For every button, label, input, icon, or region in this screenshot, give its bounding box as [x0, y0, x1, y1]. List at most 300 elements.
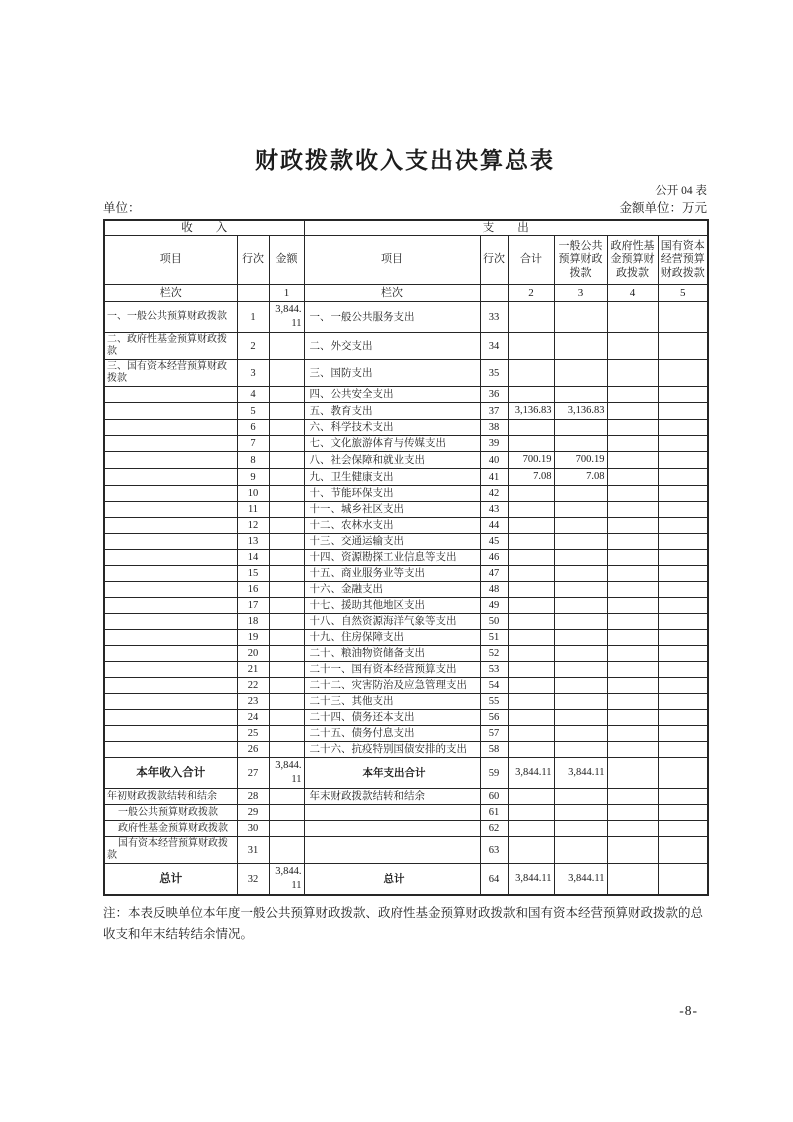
- expense-total-cell: [508, 614, 554, 630]
- gov-fund-budget-cell: [607, 662, 658, 678]
- gov-fund-budget-cell: [607, 614, 658, 630]
- table-row: [104, 805, 708, 821]
- gov-fund-budget-cell: [607, 436, 658, 452]
- state-capital-budget-cell: [658, 333, 708, 360]
- table-row: [104, 646, 708, 662]
- income-item-cell: [104, 502, 237, 518]
- col-number-2: 2: [508, 285, 554, 302]
- state-capital-budget-cell: [658, 387, 708, 403]
- expense-item-cell: 本年支出合计: [304, 758, 480, 789]
- state-capital-budget-cell: [658, 837, 708, 864]
- general-public-budget-cell: [554, 789, 607, 805]
- general-public-budget-cell: 3,844.11: [554, 758, 607, 789]
- expense-total-cell: [508, 333, 554, 360]
- income-line-number-cell: 24: [237, 710, 269, 726]
- income-item-cell: [104, 582, 237, 598]
- income-item-cell: [104, 662, 237, 678]
- gov-fund-budget-cell: [607, 302, 658, 333]
- col-number-1: 1: [269, 285, 304, 302]
- state-capital-budget-cell: [658, 646, 708, 662]
- income-amount-cell: [269, 360, 304, 387]
- income-line-number-cell: 26: [237, 742, 269, 758]
- general-public-budget-cell: [554, 502, 607, 518]
- table-row: [104, 789, 708, 805]
- income-line-number-cell: 2: [237, 333, 269, 360]
- page-number: -8-: [679, 1003, 698, 1018]
- col-header-expense-item: 项目: [304, 236, 480, 285]
- state-capital-budget-cell: [658, 436, 708, 452]
- expense-item-cell: 九、卫生健康支出: [304, 469, 480, 486]
- table-row: [104, 758, 708, 789]
- general-public-budget-cell: [554, 837, 607, 864]
- table-row: [104, 821, 708, 837]
- fiscal-appropriation-table: [103, 219, 709, 896]
- table-row: [104, 566, 708, 582]
- general-public-budget-cell: [554, 436, 607, 452]
- expense-total-cell: [508, 789, 554, 805]
- expense-total-cell: [508, 387, 554, 403]
- table-row: [104, 710, 708, 726]
- gov-fund-budget-cell: [607, 678, 658, 694]
- expense-line-number-cell: 41: [480, 469, 508, 486]
- expense-line-number-cell: 43: [480, 502, 508, 518]
- table-row: [104, 360, 708, 387]
- expense-total-cell: [508, 662, 554, 678]
- income-amount-cell: 3,844.11: [269, 864, 304, 896]
- gov-fund-budget-cell: [607, 789, 658, 805]
- state-capital-budget-cell: [658, 726, 708, 742]
- income-line-number-cell: 12: [237, 518, 269, 534]
- expense-line-number-cell: 64: [480, 864, 508, 896]
- expense-line-number-cell: 58: [480, 742, 508, 758]
- col-header-income-amount: 金额: [269, 236, 304, 285]
- table-row: [104, 486, 708, 502]
- table-row: [104, 469, 708, 486]
- expense-item-cell: 十五、商业服务业等支出: [304, 566, 480, 582]
- table-row: [104, 614, 708, 630]
- income-line-number-cell: 10: [237, 486, 269, 502]
- section-header-row: [104, 220, 708, 236]
- gov-fund-budget-cell: [607, 502, 658, 518]
- income-line-number-cell: 15: [237, 566, 269, 582]
- expense-total-cell: [508, 436, 554, 452]
- expense-item-cell: 总计: [304, 864, 480, 896]
- table-row: [104, 452, 708, 469]
- expense-item-cell: 十七、援助其他地区支出: [304, 598, 480, 614]
- gov-fund-budget-cell: [607, 646, 658, 662]
- state-capital-budget-cell: [658, 694, 708, 710]
- income-item-cell: [104, 534, 237, 550]
- amount-unit-label: 金额单位：万元: [619, 201, 707, 215]
- expense-total-cell: [508, 360, 554, 387]
- table-row: [104, 630, 708, 646]
- expense-total-cell: [508, 598, 554, 614]
- gov-fund-budget-cell: [607, 452, 658, 469]
- table-row: [104, 387, 708, 403]
- table-code: 公开 04 表: [655, 185, 707, 197]
- income-item-cell: [104, 550, 237, 566]
- general-public-budget-cell: [554, 805, 607, 821]
- state-capital-budget-cell: [658, 758, 708, 789]
- income-line-number-cell: 29: [237, 805, 269, 821]
- gov-fund-budget-cell: [607, 758, 658, 789]
- general-public-budget-cell: [554, 486, 607, 502]
- income-item-cell: [104, 403, 237, 420]
- table-row: [104, 662, 708, 678]
- income-line-number-cell: 16: [237, 582, 269, 598]
- gov-fund-budget-cell: [607, 387, 658, 403]
- gov-fund-budget-cell: [607, 534, 658, 550]
- expense-line-number-cell: 46: [480, 550, 508, 566]
- table-row: [104, 302, 708, 333]
- expense-line-number-cell: 44: [480, 518, 508, 534]
- gov-fund-budget-cell: [607, 566, 658, 582]
- lanci-label: 栏次: [304, 285, 480, 302]
- state-capital-budget-cell: [658, 302, 708, 333]
- expense-total-cell: [508, 726, 554, 742]
- expense-total-cell: [508, 302, 554, 333]
- expense-total-cell: [508, 486, 554, 502]
- general-public-budget-cell: 3,136.83: [554, 403, 607, 420]
- income-item-cell: [104, 452, 237, 469]
- col-header-general-public-budget: 一般公共预算财政拨款: [554, 236, 607, 285]
- income-amount-cell: [269, 630, 304, 646]
- expense-line-number-cell: 40: [480, 452, 508, 469]
- gov-fund-budget-cell: [607, 486, 658, 502]
- income-amount-cell: 3,844.11: [269, 758, 304, 789]
- gov-fund-budget-cell: [607, 821, 658, 837]
- income-amount-cell: [269, 420, 304, 436]
- state-capital-budget-cell: [658, 678, 708, 694]
- income-item-cell: [104, 387, 237, 403]
- income-amount-cell: 3,844.11: [269, 302, 304, 333]
- income-line-number-cell: 28: [237, 789, 269, 805]
- state-capital-budget-cell: [658, 742, 708, 758]
- income-line-number-cell: 20: [237, 646, 269, 662]
- state-capital-budget-cell: [658, 662, 708, 678]
- expense-item-cell: 七、文化旅游体育与传媒支出: [304, 436, 480, 452]
- table-row: [104, 582, 708, 598]
- expense-total-cell: [508, 678, 554, 694]
- expense-line-number-cell: 33: [480, 302, 508, 333]
- income-item-cell: [104, 486, 237, 502]
- income-line-number-cell: 23: [237, 694, 269, 710]
- expense-line-number-cell: 39: [480, 436, 508, 452]
- general-public-budget-cell: [554, 387, 607, 403]
- general-public-budget-cell: [554, 710, 607, 726]
- expense-item-cell: 二十五、债务付息支出: [304, 726, 480, 742]
- general-public-budget-cell: [554, 333, 607, 360]
- income-line-number-cell: 9: [237, 469, 269, 486]
- gov-fund-budget-cell: [607, 403, 658, 420]
- income-amount-cell: [269, 789, 304, 805]
- general-public-budget-cell: [554, 742, 607, 758]
- general-public-budget-cell: [554, 614, 607, 630]
- income-line-number-cell: 21: [237, 662, 269, 678]
- general-public-budget-cell: [554, 598, 607, 614]
- general-public-budget-cell: 700.19: [554, 452, 607, 469]
- income-item-cell: 本年收入合计: [104, 758, 237, 789]
- expense-line-number-cell: 42: [480, 486, 508, 502]
- state-capital-budget-cell: [658, 403, 708, 420]
- income-item-cell: [104, 518, 237, 534]
- general-public-budget-cell: [554, 662, 607, 678]
- income-amount-cell: [269, 694, 304, 710]
- gov-fund-budget-cell: [607, 469, 658, 486]
- gov-fund-budget-cell: [607, 630, 658, 646]
- expense-line-number-cell: 45: [480, 534, 508, 550]
- general-public-budget-cell: [554, 582, 607, 598]
- income-item-cell: 政府性基金预算财政拨款: [104, 821, 237, 837]
- expense-total-cell: [508, 566, 554, 582]
- income-item-cell: [104, 436, 237, 452]
- income-line-number-cell: 1: [237, 302, 269, 333]
- expense-line-number-cell: 63: [480, 837, 508, 864]
- lanci-blank: [480, 285, 508, 302]
- income-line-number-cell: 17: [237, 598, 269, 614]
- gov-fund-budget-cell: [607, 518, 658, 534]
- expense-total-cell: 3,844.11: [508, 758, 554, 789]
- general-public-budget-cell: [554, 646, 607, 662]
- expense-total-cell: [508, 837, 554, 864]
- expense-item-cell: 八、社会保障和就业支出: [304, 452, 480, 469]
- table-row: [104, 333, 708, 360]
- expense-total-cell: [508, 710, 554, 726]
- expense-item-cell: 二十三、其他支出: [304, 694, 480, 710]
- table-row: [104, 518, 708, 534]
- table-row: [104, 436, 708, 452]
- expense-total-cell: [508, 694, 554, 710]
- general-public-budget-cell: [554, 630, 607, 646]
- column-header-row: [104, 236, 708, 285]
- expense-item-cell: 二十二、灾害防治及应急管理支出: [304, 678, 480, 694]
- col-header-gov-fund-budget: 政府性基金预算财政拨款: [607, 236, 658, 285]
- income-item-cell: [104, 710, 237, 726]
- expense-total-cell: 3,844.11: [508, 864, 554, 896]
- col-header-income-line-no: 行次: [237, 236, 269, 285]
- gov-fund-budget-cell: [607, 726, 658, 742]
- state-capital-budget-cell: [658, 469, 708, 486]
- expense-line-number-cell: 47: [480, 566, 508, 582]
- expense-line-number-cell: 36: [480, 387, 508, 403]
- general-public-budget-cell: [554, 534, 607, 550]
- income-line-number-cell: 22: [237, 678, 269, 694]
- income-line-number-cell: 11: [237, 502, 269, 518]
- income-amount-cell: [269, 518, 304, 534]
- income-amount-cell: [269, 452, 304, 469]
- expense-item-cell: [304, 805, 480, 821]
- income-item-cell: [104, 678, 237, 694]
- general-public-budget-cell: [554, 550, 607, 566]
- income-amount-cell: [269, 486, 304, 502]
- expense-item-cell: 年末财政拨款结转和结余: [304, 789, 480, 805]
- income-item-cell: 总计: [104, 864, 237, 896]
- expense-line-number-cell: 53: [480, 662, 508, 678]
- general-public-budget-cell: [554, 420, 607, 436]
- income-item-cell: [104, 566, 237, 582]
- income-amount-cell: [269, 387, 304, 403]
- general-public-budget-cell: [554, 726, 607, 742]
- income-amount-cell: [269, 742, 304, 758]
- state-capital-budget-cell: [658, 821, 708, 837]
- state-capital-budget-cell: [658, 630, 708, 646]
- expense-item-cell: 十四、资源勘探工业信息等支出: [304, 550, 480, 566]
- income-item-cell: 三、国有资本经营预算财政拨款: [104, 360, 237, 387]
- expense-line-number-cell: 34: [480, 333, 508, 360]
- state-capital-budget-cell: [658, 566, 708, 582]
- general-public-budget-cell: [554, 694, 607, 710]
- income-amount-cell: [269, 582, 304, 598]
- income-item-cell: [104, 469, 237, 486]
- general-public-budget-cell: [554, 821, 607, 837]
- expense-item-cell: [304, 837, 480, 864]
- unit-label: 单位：: [103, 201, 141, 215]
- income-item-cell: [104, 694, 237, 710]
- lanci-label: 栏次: [104, 285, 237, 302]
- expense-total-cell: [508, 646, 554, 662]
- income-line-number-cell: 5: [237, 403, 269, 420]
- income-amount-cell: [269, 550, 304, 566]
- income-amount-cell: [269, 333, 304, 360]
- income-item-cell: 一、一般公共预算财政拨款: [104, 302, 237, 333]
- state-capital-budget-cell: [658, 805, 708, 821]
- expense-total-cell: [508, 805, 554, 821]
- expense-total-cell: 3,136.83: [508, 403, 554, 420]
- gov-fund-budget-cell: [607, 864, 658, 896]
- table-row: [104, 678, 708, 694]
- expense-line-number-cell: 61: [480, 805, 508, 821]
- income-amount-cell: [269, 805, 304, 821]
- expense-line-number-cell: 57: [480, 726, 508, 742]
- income-item-cell: [104, 742, 237, 758]
- income-item-cell: 二、政府性基金预算财政拨款: [104, 333, 237, 360]
- income-amount-cell: [269, 566, 304, 582]
- expense-line-number-cell: 55: [480, 694, 508, 710]
- expense-total-cell: [508, 582, 554, 598]
- expense-line-number-cell: 49: [480, 598, 508, 614]
- expense-total-cell: [508, 502, 554, 518]
- expense-total-cell: [508, 550, 554, 566]
- state-capital-budget-cell: [658, 582, 708, 598]
- state-capital-budget-cell: [658, 486, 708, 502]
- expense-line-number-cell: 51: [480, 630, 508, 646]
- gov-fund-budget-cell: [607, 694, 658, 710]
- expense-item-cell: 十、节能环保支出: [304, 486, 480, 502]
- state-capital-budget-cell: [658, 598, 708, 614]
- expense-item-cell: 十九、住房保障支出: [304, 630, 480, 646]
- expense-item-cell: 十六、金融支出: [304, 582, 480, 598]
- expense-item-cell: 十八、自然资源海洋气象等支出: [304, 614, 480, 630]
- expense-line-number-cell: 37: [480, 403, 508, 420]
- gov-fund-budget-cell: [607, 550, 658, 566]
- general-public-budget-cell: 3,844.11: [554, 864, 607, 896]
- col-number-3: 3: [554, 285, 607, 302]
- gov-fund-budget-cell: [607, 710, 658, 726]
- table-row: [104, 598, 708, 614]
- gov-fund-budget-cell: [607, 420, 658, 436]
- expense-item-cell: 二、外交支出: [304, 333, 480, 360]
- income-line-number-cell: 19: [237, 630, 269, 646]
- expense-line-number-cell: 56: [480, 710, 508, 726]
- col-number-5: 5: [658, 285, 708, 302]
- general-public-budget-cell: [554, 518, 607, 534]
- expense-item-cell: 一、一般公共服务支出: [304, 302, 480, 333]
- col-header-state-capital-budget: 国有资本经营预算财政拨款: [658, 236, 708, 285]
- expense-total-cell: [508, 742, 554, 758]
- income-line-number-cell: 31: [237, 837, 269, 864]
- income-line-number-cell: 27: [237, 758, 269, 789]
- income-amount-cell: [269, 646, 304, 662]
- expense-total-cell: [508, 534, 554, 550]
- table-row: [104, 694, 708, 710]
- expense-line-number-cell: 52: [480, 646, 508, 662]
- table-row: [104, 742, 708, 758]
- table-note: 注：本表反映单位本年度一般公共预算财政拨款、政府性基金预算财政拨款和国有资本经营预算财政拨款的总收支和年末结转结余情况。: [103, 906, 704, 941]
- income-section-header: 收 入: [104, 220, 304, 236]
- income-amount-cell: [269, 726, 304, 742]
- state-capital-budget-cell: [658, 420, 708, 436]
- expense-item-cell: 二十四、债务还本支出: [304, 710, 480, 726]
- general-public-budget-cell: [554, 678, 607, 694]
- state-capital-budget-cell: [658, 789, 708, 805]
- table-row: [104, 534, 708, 550]
- general-public-budget-cell: 7.08: [554, 469, 607, 486]
- gov-fund-budget-cell: [607, 837, 658, 864]
- expense-section-header: 支 出: [304, 220, 708, 236]
- income-amount-cell: [269, 469, 304, 486]
- state-capital-budget-cell: [658, 710, 708, 726]
- income-amount-cell: [269, 436, 304, 452]
- expense-item-cell: [304, 821, 480, 837]
- expense-total-cell: [508, 630, 554, 646]
- expense-line-number-cell: 35: [480, 360, 508, 387]
- expense-line-number-cell: 50: [480, 614, 508, 630]
- income-item-cell: 国有资本经营预算财政拨款: [104, 837, 237, 864]
- expense-item-cell: 二十、粮油物资储备支出: [304, 646, 480, 662]
- expense-item-cell: 二十六、抗疫特别国债安排的支出: [304, 742, 480, 758]
- state-capital-budget-cell: [658, 452, 708, 469]
- state-capital-budget-cell: [658, 550, 708, 566]
- col-header-income-item: 项目: [104, 236, 237, 285]
- gov-fund-budget-cell: [607, 805, 658, 821]
- income-item-cell: 一般公共预算财政拨款: [104, 805, 237, 821]
- column-number-row: [104, 285, 708, 302]
- table-row: [104, 726, 708, 742]
- income-line-number-cell: 7: [237, 436, 269, 452]
- table-row: [104, 420, 708, 436]
- expense-item-cell: 十一、城乡社区支出: [304, 502, 480, 518]
- income-amount-cell: [269, 837, 304, 864]
- expense-total-cell: [508, 420, 554, 436]
- table-row: [104, 403, 708, 420]
- income-amount-cell: [269, 598, 304, 614]
- income-item-cell: [104, 630, 237, 646]
- expense-total-cell: [508, 518, 554, 534]
- state-capital-budget-cell: [658, 614, 708, 630]
- income-line-number-cell: 30: [237, 821, 269, 837]
- expense-line-number-cell: 62: [480, 821, 508, 837]
- expense-total-cell: 700.19: [508, 452, 554, 469]
- income-amount-cell: [269, 534, 304, 550]
- income-amount-cell: [269, 710, 304, 726]
- expense-line-number-cell: 54: [480, 678, 508, 694]
- income-item-cell: 年初财政拨款结转和结余: [104, 789, 237, 805]
- income-line-number-cell: 4: [237, 387, 269, 403]
- expense-item-cell: 六、科学技术支出: [304, 420, 480, 436]
- state-capital-budget-cell: [658, 534, 708, 550]
- state-capital-budget-cell: [658, 864, 708, 896]
- lanci-blank: [237, 285, 269, 302]
